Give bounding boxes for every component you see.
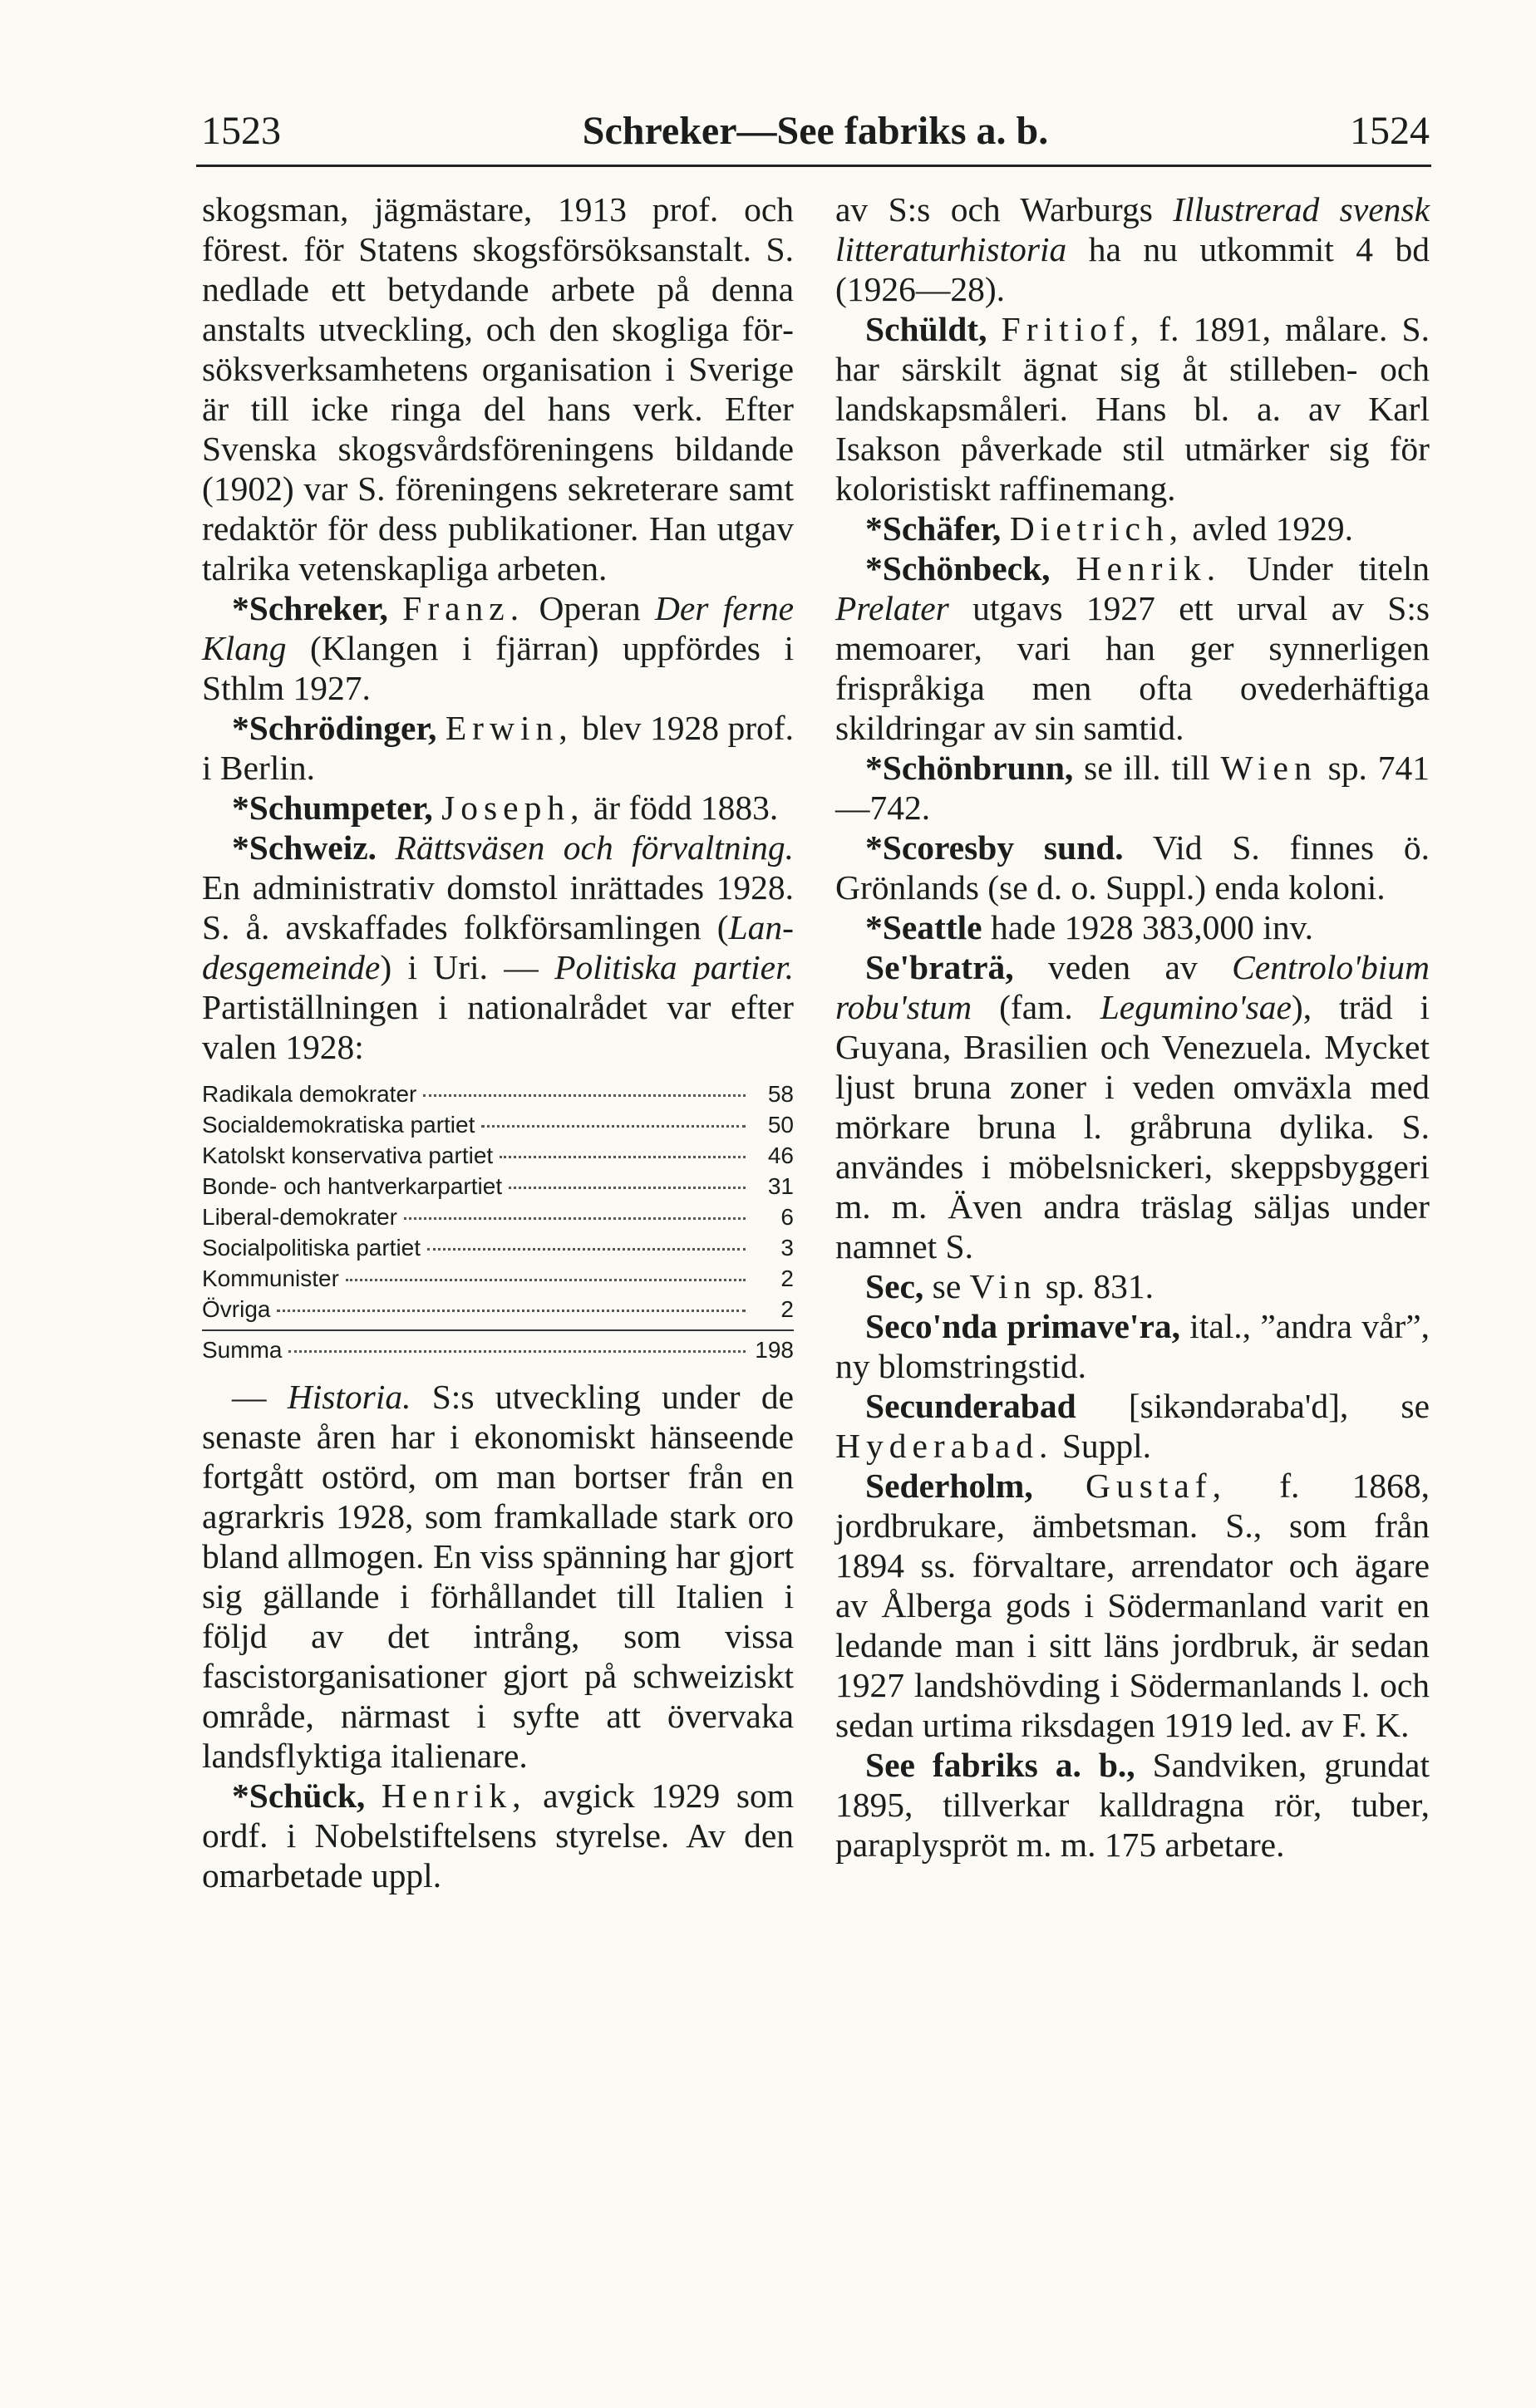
given-name: Gustaf,: [1085, 1467, 1227, 1505]
dot-leader: [277, 1310, 746, 1312]
entry-text: hade 1928 383,000 inv.: [990, 908, 1314, 946]
entry-text: Suppl.: [1061, 1427, 1152, 1465]
dot-leader: [500, 1156, 746, 1158]
dot-leader: [481, 1125, 746, 1128]
page-number-left: 1523: [201, 109, 281, 153]
entry-text: f. 1891, målare. S. har särskilt ägnat sig åt stilleben- och landskapsmåleri. Hans bl. a. av Karl Isakson påverkade stil utmärker sig för koloristiskt raffinemang.: [835, 310, 1430, 508]
work-title: Prelater: [835, 589, 949, 627]
headword: *Schumpeter,: [232, 789, 433, 827]
section-heading: Historia.: [287, 1378, 411, 1416]
headword: *Schrödinger,: [232, 709, 437, 747]
entry-continuation: skogsman, jägmästare, 1913 prof. och förest. för Statens skogsförsöksanstalt. S. nedlade ett betydande arbete på denna anstalts utveckling, och den skogliga försöksverksamhetens organisation i Sverige är till icke ringa del hans verk. Efter Svenska skogsvårdsföreningens bildande (1902) var S. föreningens sekreterare samt redaktör för dess publikationer. Han utgav talrika vetenskapliga arbeten.: [202, 190, 794, 587]
left-column: [202, 189, 794, 1895]
entry-schuck: [202, 1776, 794, 1895]
entry-text: av S:s och Warburgs: [835, 190, 1153, 229]
headword: *Scoresby sund.: [865, 828, 1124, 867]
party-name: Bonde- och hantverkarpartiet: [202, 1173, 503, 1199]
given-name: Franz.: [402, 589, 525, 627]
work-title: Der ferne Klang: [202, 589, 795, 667]
headword: *Schweiz.: [232, 828, 377, 867]
entry-schuldt: [835, 309, 1430, 509]
given-name: Joseph,: [441, 789, 585, 827]
table-row: [202, 1232, 794, 1263]
entry-secunderabad: [835, 1386, 1430, 1466]
seat-count: 2: [780, 1296, 794, 1322]
seat-count: 2: [780, 1265, 794, 1291]
given-name: Dietrich,: [1009, 509, 1184, 548]
party-name: Liberal-demokrater: [202, 1204, 397, 1230]
given-name: Henrik.: [1076, 549, 1222, 587]
running-header: [201, 98, 1430, 165]
entry-sebratra: [835, 947, 1430, 1266]
entry-text: (Klangen i fjärran) uppfördes i Sthlm 1927.: [202, 629, 795, 707]
table-row: [202, 1263, 794, 1294]
dot-leader: [288, 1350, 746, 1353]
entry-text: Under titeln: [1247, 549, 1430, 587]
headword: *Schück,: [232, 1777, 366, 1815]
work-title: Illustrerad svensk litteraturhistoria: [835, 190, 1430, 268]
right-column: [835, 189, 1430, 1865]
entry-text: sp. 741—742.: [835, 749, 1430, 827]
section-heading: Rättsväsen och förvaltning.: [395, 828, 794, 867]
given-name: Henrik,: [381, 1777, 527, 1815]
seat-count: 58: [767, 1081, 794, 1107]
headword: Sec,: [865, 1267, 924, 1305]
party-name: Socialdemokratiska partiet: [202, 1112, 475, 1138]
table-total-row: [202, 1329, 794, 1365]
entry-text: Vid S. finnes ö. Grönlands (se d. o. Suppl.) enda koloni.: [835, 828, 1430, 907]
table-row: [202, 1294, 794, 1324]
cross-reference: Wien: [1220, 749, 1317, 787]
entry-schreker: [202, 588, 794, 708]
headword: *Seattle: [865, 908, 982, 946]
entry-schweiz: [202, 828, 794, 1067]
entry-text: [sikəndəraba'd], se: [1128, 1387, 1430, 1425]
cross-reference: Vin: [969, 1267, 1037, 1305]
entry-schafer: [835, 509, 1430, 548]
entry-text: blev 1928 prof. i Berlin.: [202, 709, 794, 787]
seat-count: 31: [767, 1173, 794, 1199]
entry-schrodinger: [202, 708, 794, 788]
entry-text: avled 1929.: [1192, 509, 1354, 548]
headword: Se'braträ,: [865, 948, 1014, 986]
term: Landesgemeinde: [202, 908, 794, 986]
party-name: Kommunister: [202, 1265, 339, 1291]
entry-text: (fam.: [999, 988, 1073, 1026]
entry-seattle: [835, 907, 1430, 947]
party-seat-table: [202, 1079, 794, 1365]
headword: Sederholm,: [865, 1467, 1033, 1505]
total-label: Summa: [202, 1337, 283, 1363]
entry-see-fabriks: [835, 1745, 1430, 1865]
headword: *Schönbeck,: [865, 549, 1051, 587]
entry-text: Operan: [539, 589, 641, 627]
table-row: [202, 1079, 794, 1109]
headword: *Schreker,: [232, 589, 388, 627]
entry-schumpeter: [202, 788, 794, 828]
entry-sec: [835, 1266, 1430, 1306]
dot-leader: [346, 1279, 746, 1281]
entry-text: ) i Uri. —: [380, 948, 539, 986]
em-dash: —: [232, 1378, 267, 1416]
page-number-right: 1524: [1350, 109, 1430, 153]
party-name: Katolskt konservativa partiet: [202, 1143, 494, 1168]
seat-count: 6: [780, 1204, 794, 1230]
dot-leader: [423, 1094, 746, 1097]
entry-text: sp. 831.: [1045, 1267, 1154, 1305]
entry-text: Sandviken, grundat 1895, tillverkar kalldragna rör, tuber, paraplyspröt m. m. 175 arbetare.: [835, 1746, 1430, 1864]
table-row: [202, 1140, 794, 1171]
headword: See fabriks a. b.,: [865, 1746, 1135, 1784]
party-name: Socialpolitiska partiet: [202, 1235, 421, 1261]
headword: Seco'nda primave'ra,: [865, 1307, 1180, 1345]
table-row: [202, 1171, 794, 1202]
party-name: Radikala demokrater: [202, 1081, 417, 1107]
entry-text: se: [932, 1267, 962, 1305]
party-name: Övriga: [202, 1296, 271, 1322]
entry-text: S:s utveckling under de senaste åren har i ekonomiskt hänseende fortgått ostörd, om man bortser från en agrarkris 1928, som framkallade stark oro bland allmogen. En viss spänning har gjort sig gällande i förhållandet till Italien i följd av det intrång, som vissa fascistorganisationer gjort på schweiziskt område, närmast i syfte att övervaka landsflyktiga italienare.: [202, 1378, 795, 1775]
dot-leader: [404, 1217, 746, 1220]
entry-text: avgick 1929 som ordf. i Nobelstiftelsens styrelse. Av den omarbetade uppl.: [202, 1777, 795, 1894]
entry-historia: [202, 1377, 794, 1776]
entry-text: Partiställningen i nationalrådet var efter valen 1928:: [202, 988, 794, 1066]
given-name: Erwin,: [445, 709, 574, 747]
entry-text: är född 1883.: [593, 789, 779, 827]
entry-text: utgavs 1927 ett urval av S:s memoarer, vari han ger synnerligen frispråkiga men ofta ovederhäftiga skildringar av sin samtid.: [835, 589, 1430, 747]
table-row: [202, 1109, 794, 1140]
entry-text: En administrativ domstol inrättades 1928. S. å. avskaffades folkförsamlingen (: [202, 868, 794, 946]
seat-count: 50: [767, 1112, 794, 1138]
entry-sederholm: [835, 1466, 1430, 1745]
headword: Schüldt,: [865, 310, 987, 348]
table-row: [202, 1202, 794, 1232]
section-heading: Politiska partier.: [554, 948, 795, 986]
headword: *Schönbrunn,: [865, 749, 1074, 787]
total-seats: 198: [755, 1337, 794, 1363]
dot-leader: [427, 1248, 746, 1251]
entry-text: f. 1868, jordbrukare, ämbetsman. S., som från 1894 ss. förvaltare, arrendator och ägare av Ålberga gods i Södermanland varit en ledande man i sitt läns jordbruk, är sedan 1927 landshövding i Södermanlands l. och sedan urtima riksdagen 1919 led. av F. K.: [835, 1467, 1430, 1744]
entry-text: veden av: [1048, 948, 1198, 986]
header-rule: [196, 165, 1431, 167]
headword: *Schäfer,: [865, 509, 1002, 548]
entry-text: ha nu utkommit 4 bd (1926—28).: [835, 230, 1430, 308]
cross-reference: Hyderabad.: [835, 1427, 1054, 1465]
entry-seconda: [835, 1306, 1430, 1386]
given-name: Fritiof,: [1001, 310, 1145, 348]
entry-text: se ill. till: [1084, 749, 1210, 787]
entry-schonbrunn: [835, 748, 1430, 828]
seat-count: 3: [780, 1235, 794, 1261]
running-title: Schreker—See fabriks a. b.: [582, 109, 1049, 153]
entry-scoresby: [835, 828, 1430, 907]
headword: Secunderabad: [865, 1387, 1076, 1425]
entry-text: ital., ”andra vår”, ny blomstringstid.: [835, 1307, 1430, 1385]
entry-schonbeck: [835, 548, 1430, 748]
species-name: Centrolo'bium robu'stum: [835, 948, 1430, 1026]
entry-continuation: [835, 189, 1430, 309]
dot-leader: [509, 1187, 746, 1189]
entry-text: ), träd i Guyana, Brasilien och Venezuela. Mycket ljust bruna zoner i veden omväxla med mörkare bruna l. gråbruna dylika. S. användes i möbelsnickeri, skeppsbyggeri m. m. Även andra träslag säljas under namnet S.: [835, 988, 1430, 1265]
seat-count: 46: [767, 1143, 794, 1168]
family-name: Legumino'sae: [1100, 988, 1292, 1026]
